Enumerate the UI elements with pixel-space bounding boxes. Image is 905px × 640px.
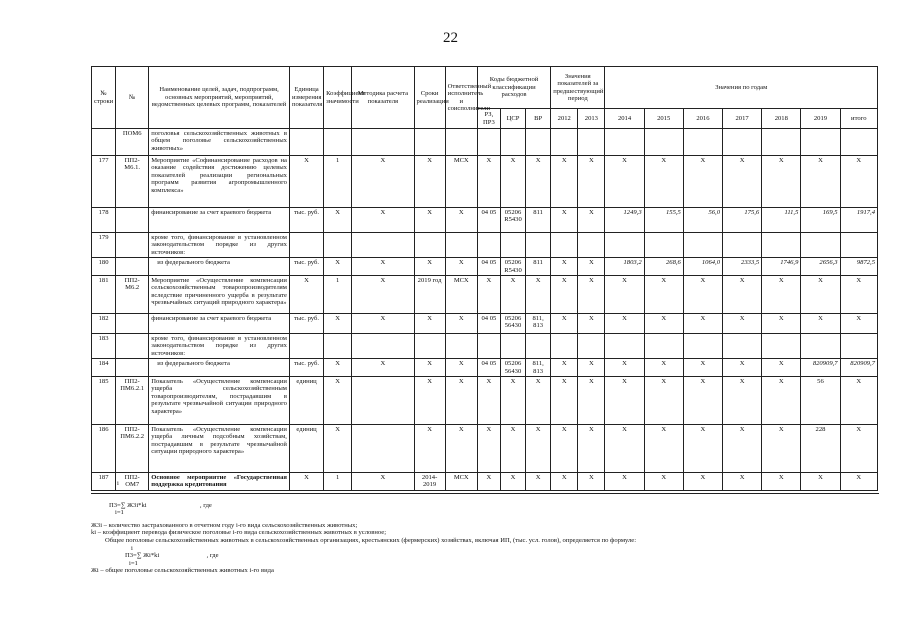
cell-y2017: X: [723, 276, 762, 314]
cell-y2015: X: [644, 276, 683, 314]
cell-y2016: X: [683, 473, 722, 491]
cell-total: [840, 334, 877, 359]
cell-y2013: [578, 233, 605, 258]
table-row: [92, 233, 878, 258]
cell-rz: [477, 129, 500, 156]
cell-rz: X: [477, 276, 500, 314]
cell-rz: X: [477, 156, 500, 208]
header-2018: 2018: [762, 109, 801, 129]
cell-y2015: X: [644, 377, 683, 425]
cell-y2015: 268,6: [644, 258, 683, 276]
table-row: [92, 334, 878, 359]
cell-coef: X: [324, 314, 352, 334]
cell-csr: [500, 129, 525, 156]
cell-y2015: [644, 233, 683, 258]
cell-y2015: X: [644, 156, 683, 208]
cell-y2013: X: [578, 425, 605, 473]
cell-csr: 05206 R5430: [500, 208, 525, 233]
cell-name: финансирование за счет краевого бюджета: [149, 208, 290, 233]
cell-unit: X: [289, 473, 323, 491]
cell-code: [116, 233, 149, 258]
cell-exec: МСХ: [445, 156, 477, 208]
cell-exec: X: [445, 377, 477, 425]
cell-code: [116, 208, 149, 233]
table-row: [92, 258, 878, 276]
cell-exec: X: [445, 314, 477, 334]
cell-y2014: [605, 334, 644, 359]
cell-y2015: X: [644, 425, 683, 473]
cell-exec: X: [445, 208, 477, 233]
cell-total: 1917,4: [840, 208, 877, 233]
cell-name: кроме того, финансирование в установленном законодательством порядке из других источников:: [149, 233, 290, 258]
formula-notes: [91, 480, 871, 575]
header-coef: Коэффициент значимости: [324, 67, 352, 129]
cell-y2016: X: [683, 156, 722, 208]
cell-y2013: X: [578, 359, 605, 377]
cell-unit: тыс. руб.: [289, 258, 323, 276]
cell-y2014: X: [605, 156, 644, 208]
cell-rz: 04 05: [477, 258, 500, 276]
cell-y2015: X: [644, 359, 683, 377]
header-2016: 2016: [683, 109, 722, 129]
cell-unit: единиц: [289, 377, 323, 425]
cell-rz: [477, 334, 500, 359]
cell-total: [840, 233, 877, 258]
cell-y2012: X: [551, 377, 578, 425]
cell-y2019: 228: [801, 425, 840, 473]
cell-y2018: X: [762, 156, 801, 208]
cell-y2018: X: [762, 276, 801, 314]
cell-period: X: [414, 314, 445, 334]
cell-period: X: [414, 359, 445, 377]
cell-code: ПП2-М6.1.: [116, 156, 149, 208]
formula1-bottom: i=1: [115, 509, 124, 517]
cell-y2019: 2656,3: [801, 258, 840, 276]
cell-name: из федерального бюджета: [149, 258, 290, 276]
cell-name: Мероприятие «Осуществление компенсации сельскохозяйственным товаропроизводителям вследствие причиненного ущерба в результате чрезвычайных ситуаций природного характера»: [149, 276, 290, 314]
cell-y2012: [551, 129, 578, 156]
cell-vr: 811, 813: [526, 359, 551, 377]
header-executor: Ответственный исполнитель и соисполнители: [445, 67, 477, 129]
cell-no: 178: [92, 208, 116, 233]
header-budget-codes: Коды бюджетной классификации расходов: [477, 67, 550, 109]
header-period: Сроки реализации: [414, 67, 445, 129]
cell-period: X: [414, 258, 445, 276]
cell-y2016: 1064,0: [683, 258, 722, 276]
cell-y2016: X: [683, 276, 722, 314]
cell-y2019: 56: [801, 377, 840, 425]
cell-y2018: 111,5: [762, 208, 801, 233]
cell-csr: X: [500, 473, 525, 491]
cell-y2019: [801, 129, 840, 156]
cell-total: X: [840, 276, 877, 314]
cell-vr: X: [526, 156, 551, 208]
cell-vr: X: [526, 276, 551, 314]
cell-no: 182: [92, 314, 116, 334]
header-code: №: [116, 67, 149, 129]
cell-unit: X: [289, 156, 323, 208]
cell-y2017: X: [723, 359, 762, 377]
cell-y2012: X: [551, 359, 578, 377]
cell-y2013: [578, 129, 605, 156]
cell-y2019: 820909,7: [801, 359, 840, 377]
cell-y2016: [683, 233, 722, 258]
cell-csr: X: [500, 276, 525, 314]
cell-y2014: 1249,3: [605, 208, 644, 233]
cell-code: ПП2-ОМ7: [116, 473, 149, 491]
cell-y2014: X: [605, 314, 644, 334]
cell-method: [352, 377, 414, 425]
cell-vr: 811: [526, 208, 551, 233]
cell-coef: X: [324, 208, 352, 233]
cell-exec: X: [445, 359, 477, 377]
formula1-top: i: [117, 480, 119, 487]
definition-ki: ki – коэффициент перевода физическое поголовье i-го вида сельскохозяйственных животных в условное;: [91, 529, 387, 537]
cell-total: X: [840, 473, 877, 491]
formula2-top: i: [131, 544, 133, 552]
cell-name: кроме того, финансирование в установленном законодательством порядке из других источников:: [149, 334, 290, 359]
cell-total: [840, 129, 877, 156]
formula2-bottom: i=1: [129, 559, 138, 567]
cell-y2016: [683, 129, 722, 156]
cell-no: 181: [92, 276, 116, 314]
header-total: итого: [840, 109, 877, 129]
cell-method: [352, 129, 414, 156]
cell-unit: единиц: [289, 425, 323, 473]
cell-name: Показатель «Осуществление компенсации ущерба сельскохозяйственным товаропроизводителям, пострадавшим в результате чрезвычайной ситуации природного характера»: [149, 377, 290, 425]
cell-unit: тыс. руб.: [289, 208, 323, 233]
cell-y2017: X: [723, 473, 762, 491]
cell-y2017: [723, 129, 762, 156]
cell-y2019: X: [801, 473, 840, 491]
header-2013: 2013: [578, 109, 605, 129]
cell-rz: X: [477, 473, 500, 491]
cell-total: X: [840, 156, 877, 208]
cell-y2018: [762, 233, 801, 258]
cell-csr: X: [500, 156, 525, 208]
cell-method: [352, 334, 414, 359]
cell-no: 179: [92, 233, 116, 258]
cell-y2018: X: [762, 425, 801, 473]
cell-coef: X: [324, 425, 352, 473]
header-row-no: № строки: [92, 67, 116, 129]
cell-y2018: X: [762, 377, 801, 425]
cell-y2016: X: [683, 377, 722, 425]
cell-unit: X: [289, 276, 323, 314]
cell-coef: [324, 233, 352, 258]
cell-vr: 811, 813: [526, 314, 551, 334]
cell-coef: [324, 129, 352, 156]
header-vr: ВР: [526, 109, 551, 129]
cell-y2012: [551, 334, 578, 359]
cell-y2017: 175,6: [723, 208, 762, 233]
header-csr: ЦСР: [500, 109, 525, 129]
cell-y2012: X: [551, 276, 578, 314]
cell-name: поголовья сельскохозяйственных животных в общем поголовье сельскохозяйственных животных»: [149, 129, 290, 156]
table-header: [92, 67, 878, 129]
cell-code: ПОМ6: [116, 129, 149, 156]
header-2017: 2017: [723, 109, 762, 129]
cell-vr: [526, 233, 551, 258]
cell-y2015: X: [644, 314, 683, 334]
cell-y2019: X: [801, 156, 840, 208]
table-row: [92, 156, 878, 208]
cell-name: финансирование за счет краевого бюджета: [149, 314, 290, 334]
cell-name: Основное мероприятие «Государственная поддержка кредитования: [149, 473, 290, 491]
header-rz: РЗ, ПР3: [477, 109, 500, 129]
cell-y2014: X: [605, 473, 644, 491]
cell-y2017: [723, 334, 762, 359]
cell-exec: [445, 129, 477, 156]
cell-y2017: 2333,5: [723, 258, 762, 276]
definition-zh3i: Ж3i – количество застрахованного в отчетном году i-го вида сельскохозяйственных животных;: [91, 521, 358, 529]
table-row: [92, 276, 878, 314]
cell-code: ПП2-М6.2: [116, 276, 149, 314]
cell-method: X: [352, 156, 414, 208]
cell-y2019: [801, 233, 840, 258]
cell-y2017: [723, 233, 762, 258]
cell-code: [116, 258, 149, 276]
cell-no: 183: [92, 334, 116, 359]
table-row: [92, 129, 878, 156]
cell-y2016: 56,0: [683, 208, 722, 233]
formula-intro: Общее поголовье сельскохозяйственных животных в сельскохозяйственных организациях, крестьянских (фермерских) хозяйствах, включая ИП, (тыс. усл. голов), определяется по формуле:: [105, 536, 637, 544]
cell-name: Мероприятие «Софинансирование расходов на оказание содействия достижению целевых показателей реализации региональных программ развития агропромышленного комплекса»: [149, 156, 290, 208]
cell-y2015: 155,5: [644, 208, 683, 233]
header-unit: Единица измерения показателя: [289, 67, 323, 129]
cell-csr: X: [500, 377, 525, 425]
cell-y2019: [801, 334, 840, 359]
cell-y2015: [644, 129, 683, 156]
cell-unit: [289, 334, 323, 359]
table-row: [92, 208, 878, 233]
cell-exec: [445, 233, 477, 258]
formula2-where: , где: [206, 552, 219, 560]
cell-csr: 05206 R5430: [500, 258, 525, 276]
cell-y2018: X: [762, 473, 801, 491]
table-row: [92, 425, 878, 473]
cell-method: X: [352, 473, 414, 491]
cell-coef: X: [324, 359, 352, 377]
cell-y2015: [644, 334, 683, 359]
page-number: 22: [443, 30, 458, 46]
cell-exec: [445, 334, 477, 359]
cell-coef: [324, 334, 352, 359]
formula1: П3=∑ Ж3i*ki: [109, 501, 147, 509]
table-body: [92, 129, 878, 491]
cell-y2015: X: [644, 473, 683, 491]
cell-y2012: [551, 233, 578, 258]
cell-no: 184: [92, 359, 116, 377]
cell-y2013: X: [578, 156, 605, 208]
header-2019: 2019: [801, 109, 840, 129]
cell-period: [414, 334, 445, 359]
cell-y2013: [578, 334, 605, 359]
cell-y2013: X: [578, 377, 605, 425]
cell-no: 186: [92, 425, 116, 473]
cell-no: [92, 129, 116, 156]
cell-no: 185: [92, 377, 116, 425]
cell-period: 2014-2019: [414, 473, 445, 491]
header-name: Наименование целей, задач, подпрограмм, основных мероприятий, мероприятий, ведомственных целевых программ, показателей: [149, 67, 290, 129]
cell-y2017: X: [723, 377, 762, 425]
cell-period: X: [414, 425, 445, 473]
cell-vr: 811: [526, 258, 551, 276]
cell-y2013: X: [578, 258, 605, 276]
cell-y2013: X: [578, 208, 605, 233]
cell-method: [352, 425, 414, 473]
cell-exec: X: [445, 425, 477, 473]
cell-unit: тыс. руб.: [289, 359, 323, 377]
cell-y2014: X: [605, 425, 644, 473]
cell-total: X: [840, 377, 877, 425]
table-row: [92, 314, 878, 334]
cell-no: 180: [92, 258, 116, 276]
cell-code: [116, 359, 149, 377]
cell-period: [414, 233, 445, 258]
cell-vr: [526, 129, 551, 156]
cell-csr: 05206 56430: [500, 359, 525, 377]
cell-y2012: X: [551, 258, 578, 276]
cell-y2012: X: [551, 314, 578, 334]
cell-y2019: X: [801, 276, 840, 314]
cell-y2018: [762, 129, 801, 156]
cell-y2014: X: [605, 359, 644, 377]
cell-rz: 04 05: [477, 359, 500, 377]
cell-y2014: [605, 129, 644, 156]
cell-coef: X: [324, 258, 352, 276]
cell-code: ПП2-ПМ6.2.2: [116, 425, 149, 473]
cell-y2012: X: [551, 473, 578, 491]
cell-coef: 1: [324, 156, 352, 208]
cell-method: X: [352, 208, 414, 233]
cell-coef: X: [324, 377, 352, 425]
cell-total: X: [840, 425, 877, 473]
cell-name: из федерального бюджета: [149, 359, 290, 377]
cell-code: [116, 314, 149, 334]
cell-exec: МСХ: [445, 473, 477, 491]
cell-y2016: X: [683, 425, 722, 473]
cell-method: X: [352, 258, 414, 276]
cell-name: Показатель «Осуществление компенсации ущерба личным подсобным хозяйствам, пострадавшим в результате чрезвычайной ситуации природного характера»: [149, 425, 290, 473]
cell-y2016: [683, 334, 722, 359]
header-values-by-year: Значения по годам: [605, 67, 878, 109]
cell-period: 2019 год: [414, 276, 445, 314]
header-2015: 2015: [644, 109, 683, 129]
cell-code: [116, 334, 149, 359]
cell-no: 177: [92, 156, 116, 208]
cell-code: ПП2-ПМ6.2.1: [116, 377, 149, 425]
cell-y2014: [605, 233, 644, 258]
cell-vr: X: [526, 473, 551, 491]
header-method: Методика расчета показателя: [352, 67, 414, 129]
cell-total: 9872,5: [840, 258, 877, 276]
cell-y2016: X: [683, 314, 722, 334]
cell-y2012: X: [551, 156, 578, 208]
cell-period: X: [414, 208, 445, 233]
cell-csr: [500, 334, 525, 359]
formula2: П3=∑ Жi*ki: [125, 552, 160, 560]
cell-method: X: [352, 359, 414, 377]
indicators-table: [91, 66, 878, 491]
cell-csr: X: [500, 425, 525, 473]
cell-rz: 04 05: [477, 208, 500, 233]
cell-method: X: [352, 276, 414, 314]
header-2012: 2012: [551, 109, 578, 129]
cell-y2014: X: [605, 377, 644, 425]
cell-y2018: [762, 334, 801, 359]
cell-y2014: 1803,2: [605, 258, 644, 276]
cell-method: X: [352, 314, 414, 334]
cell-total: 820909,7: [840, 359, 877, 377]
cell-rz: X: [477, 377, 500, 425]
cell-vr: X: [526, 425, 551, 473]
cell-unit: [289, 233, 323, 258]
cell-vr: X: [526, 377, 551, 425]
cell-y2017: X: [723, 314, 762, 334]
cell-csr: 05206 56430: [500, 314, 525, 334]
cell-unit: тыс. руб.: [289, 314, 323, 334]
cell-period: [414, 129, 445, 156]
cell-y2014: X: [605, 276, 644, 314]
cell-period: X: [414, 377, 445, 425]
formula1-where: , где: [199, 501, 212, 509]
cell-y2013: X: [578, 473, 605, 491]
cell-y2013: X: [578, 314, 605, 334]
cell-y2018: 1746,9: [762, 258, 801, 276]
cell-y2019: X: [801, 314, 840, 334]
definition-zhi: Жi – общее поголовье сельскохозяйственных животных i-го вида: [91, 567, 274, 575]
cell-coef: 1: [324, 276, 352, 314]
cell-y2016: X: [683, 359, 722, 377]
cell-y2012: X: [551, 208, 578, 233]
cell-y2012: X: [551, 425, 578, 473]
cell-rz: 04 05: [477, 314, 500, 334]
cell-period: X: [414, 156, 445, 208]
cell-rz: X: [477, 425, 500, 473]
cell-y2018: X: [762, 359, 801, 377]
cell-y2017: X: [723, 156, 762, 208]
table-row: [92, 359, 878, 377]
cell-coef: 1: [324, 473, 352, 491]
cell-y2017: X: [723, 425, 762, 473]
cell-no: 187: [92, 473, 116, 491]
table-row: [92, 377, 878, 425]
cell-y2018: X: [762, 314, 801, 334]
cell-exec: X: [445, 258, 477, 276]
cell-method: [352, 233, 414, 258]
cell-total: X: [840, 314, 877, 334]
cell-vr: [526, 334, 551, 359]
header-prev-values: Значения показателей за предшествующий период: [551, 67, 605, 109]
cell-unit: [289, 129, 323, 156]
cell-y2013: X: [578, 276, 605, 314]
cell-csr: [500, 233, 525, 258]
header-2014: 2014: [605, 109, 644, 129]
cell-rz: [477, 233, 500, 258]
cell-y2019: 169,5: [801, 208, 840, 233]
cell-exec: МСХ: [445, 276, 477, 314]
